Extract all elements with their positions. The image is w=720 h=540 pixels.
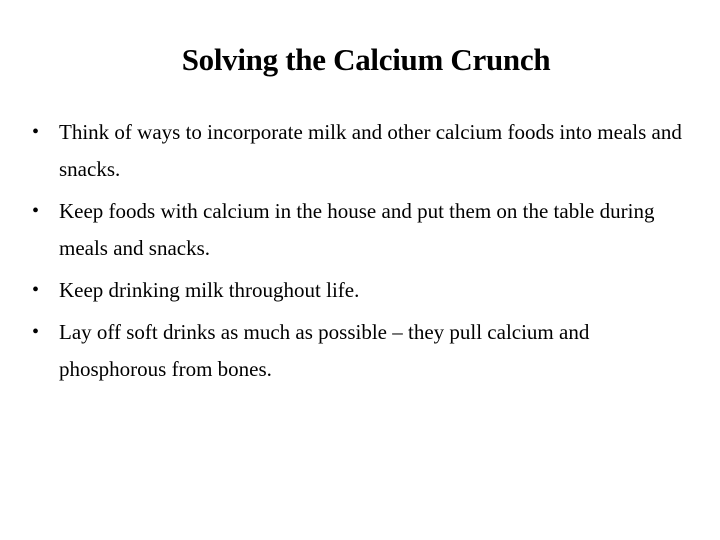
slide-title: Solving the Calcium Crunch bbox=[181, 42, 551, 77]
bullet-text: Keep foods with calcium in the house and put them on the table during meals and snacks. bbox=[59, 199, 655, 260]
bullet-item bbox=[32, 272, 682, 309]
bullet-item bbox=[32, 193, 682, 267]
bullet-icon: • bbox=[32, 121, 40, 143]
bullet-text: Keep drinking milk throughout life. bbox=[59, 278, 360, 302]
bullet-icon: • bbox=[32, 200, 40, 222]
bullet-text: Lay off soft drinks as much as possible – they pull calcium and phosphorous from bones. bbox=[59, 320, 590, 381]
bullet-icon: • bbox=[32, 321, 40, 343]
bullet-item bbox=[32, 114, 682, 188]
bullet-icon: • bbox=[32, 279, 40, 301]
bullet-list bbox=[32, 114, 682, 393]
bullet-text: Think of ways to incorporate milk and other calcium foods into meals and snacks. bbox=[59, 120, 682, 181]
bullet-item bbox=[32, 314, 682, 388]
